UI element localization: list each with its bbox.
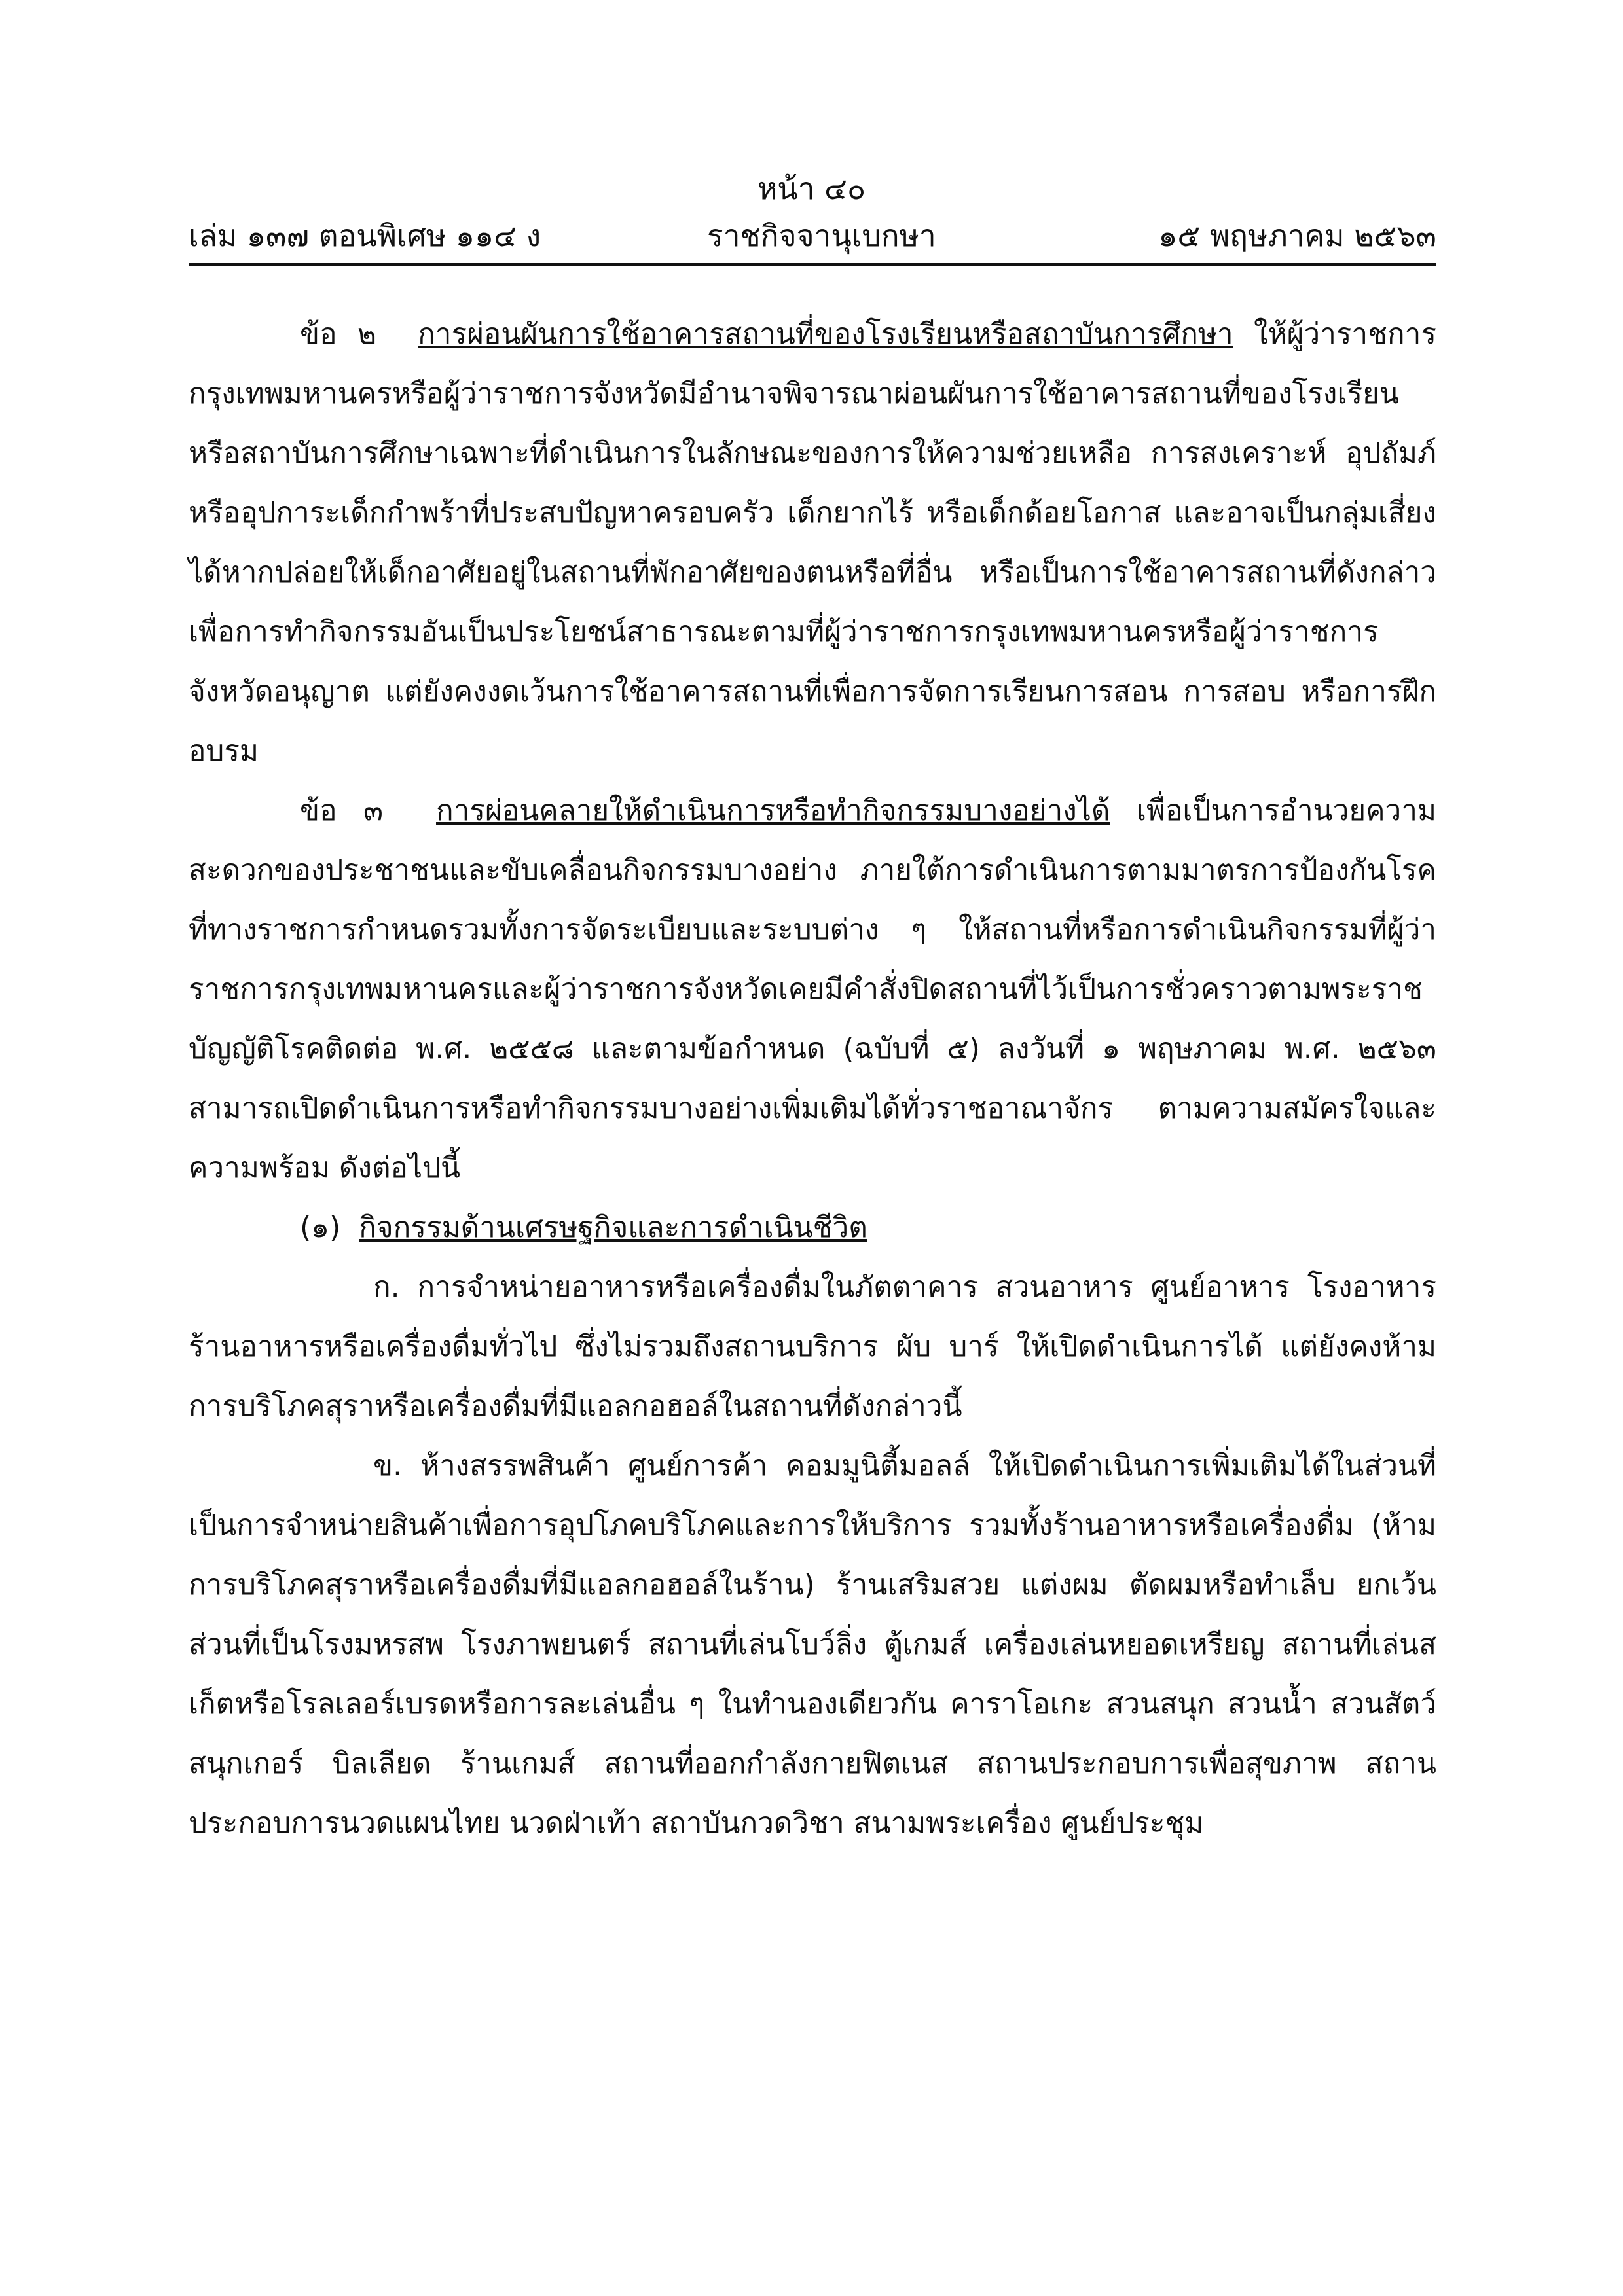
clause-2-title: การผ่อนผันการใช้อาคารสถานที่ของโรงเรียนหรือสถาบันการศึกษา	[418, 317, 1233, 351]
page-number: หน้า ๔๐	[757, 171, 866, 206]
item-kho-paragraph: ข. ห้างสรรพสินค้า ศูนย์การค้า คอมมูนิตี้มอลล์ ให้เปิดดำเนินการเพิ่มเติมได้ในส่วนที่เป็นการจำหน่ายสินค้าเพื่อการอุปโภคบริโภคและการให้บริการ รวมทั้งร้านอาหารหรือเครื่องดื่ม (ห้ามการบริโภคสุราหรือเครื่องดื่มที่มีแอลกอฮอล์ในร้าน) ร้านเสริมสวย แต่งผม ตัดผมหรือทำเล็บ ยกเว้นส่วนที่เป็นโรงมหรสพ โรงภาพยนตร์ สถานที่เล่นโบว์ลิ่ง ตู้เกมส์ เครื่องเล่นหยอดเหรียญ สถานที่เล่นสเก็ตหรือโรลเลอร์เบรดหรือการละเล่นอื่น ๆ ในทำนองเดียวกัน คาราโอเกะ สวนสนุก สวนน้ำ สวนสัตว์ สนุกเกอร์ บิลเลียด ร้านเกมส์ สถานที่ออกกำลังกายฟิตเนส สถานประกอบการเพื่อสุขภาพ สถานประกอบการนวดแผนไทย นวดฝ่าเท้า สถาบันกวดวิชา สนามพระเครื่อง ศูนย์ประชุม	[189, 1449, 1436, 1840]
header-divider	[189, 263, 1436, 266]
clause-3-number: ข้อ ๓	[300, 794, 384, 827]
publication-date: ๑๕ พฤษภาคม ๒๕๖๓	[1158, 218, 1436, 253]
section-1-heading	[189, 1198, 1436, 1257]
clause-2-text: ให้ผู้ว่าราชการกรุงเทพมหานครหรือผู้ว่าราชการจังหวัดมีอำนาจพิจารณาผ่อนผันการใช้อาคารสถานที่ของโรงเรียนหรือสถาบันการศึกษาเฉพาะที่ดำเนินการในลักษณะของการให้ความช่วยเหลือ การสงเคราะห์ อุปถัมภ์ หรืออุปการะเด็กกำพร้าที่ประสบปัญหาครอบครัว เด็กยากไร้ หรือเด็กด้อยโอกาส และอาจเป็นกลุ่มเสี่ยงได้หากปล่อยให้เด็กอาศัยอยู่ในสถานที่พักอาศัยของตนหรือที่อื่น หรือเป็นการใช้อาคารสถานที่ดังกล่าวเพื่อการทำกิจกรรมอันเป็นประโยชน์สาธารณะตามที่ผู้ว่าราชการกรุงเทพมหานครหรือผู้ว่าราชการจังหวัดอนุญาต แต่ยังคงงดเว้นการใช้อาคารสถานที่เพื่อการจัดการเรียนการสอน การสอบ หรือการฝึกอบรม	[189, 317, 1436, 768]
gazette-name: ราชกิจจานุเบกษา	[707, 218, 936, 253]
clause-2-number: ข้อ ๒	[300, 317, 377, 351]
item-ka-paragraph: ก. การจำหน่ายอาหารหรือเครื่องดื่มในภัตตาคาร สวนอาหาร ศูนย์อาหาร โรงอาหาร ร้านอาหารหรือเครื่องดื่มทั่วไป ซึ่งไม่รวมถึงสถานบริการ ผับ บาร์ ให้เปิดดำเนินการได้ แต่ยังคงห้ามการบริโภคสุราหรือเครื่องดื่มที่มีแอลกอฮอล์ในสถานที่ดังกล่าวนี้	[189, 1270, 1436, 1423]
section-1-title: กิจกรรมด้านเศรษฐกิจและการดำเนินชีวิต	[359, 1211, 867, 1244]
issue-info: เล่ม ๑๓๗ ตอนพิเศษ ๑๑๔ ง	[189, 218, 541, 253]
section-1-number: (๑)	[300, 1211, 341, 1244]
clause-3-text: เพื่อเป็นการอำนวยความสะดวกของประชาชนและขับเคลื่อนกิจกรรมบางอย่าง ภายใต้การดำเนินการตามมาตรการป้องกันโรคที่ทางราชการกำหนดรวมทั้งการจัดระเบียบและระบบต่าง ๆ ให้สถานที่หรือการดำเนินกิจกรรมที่ผู้ว่าราชการกรุงเทพมหานครและผู้ว่าราชการจังหวัดเคยมีคำสั่งปิดสถานที่ไว้เป็นการชั่วคราวตามพระราชบัญญัติโรคติดต่อ พ.ศ. ๒๕๕๘ และตามข้อกำหนด (ฉบับที่ ๕) ลงวันที่ ๑ พฤษภาคม พ.ศ. ๒๕๖๓ สามารถเปิดดำเนินการหรือทำกิจกรรมบางอย่างเพิ่มเติมได้ทั่วราชอาณาจักร ตามความสมัครใจและความพร้อม ดังต่อไปนี้	[189, 794, 1436, 1185]
clause-2-paragraph	[189, 304, 1436, 781]
clause-3-paragraph	[189, 781, 1436, 1198]
document-body	[189, 304, 1436, 1853]
gazette-header	[189, 216, 1436, 255]
clause-3-title: การผ่อนคลายให้ดำเนินการหรือทำกิจกรรมบางอย่างได้	[436, 794, 1110, 827]
